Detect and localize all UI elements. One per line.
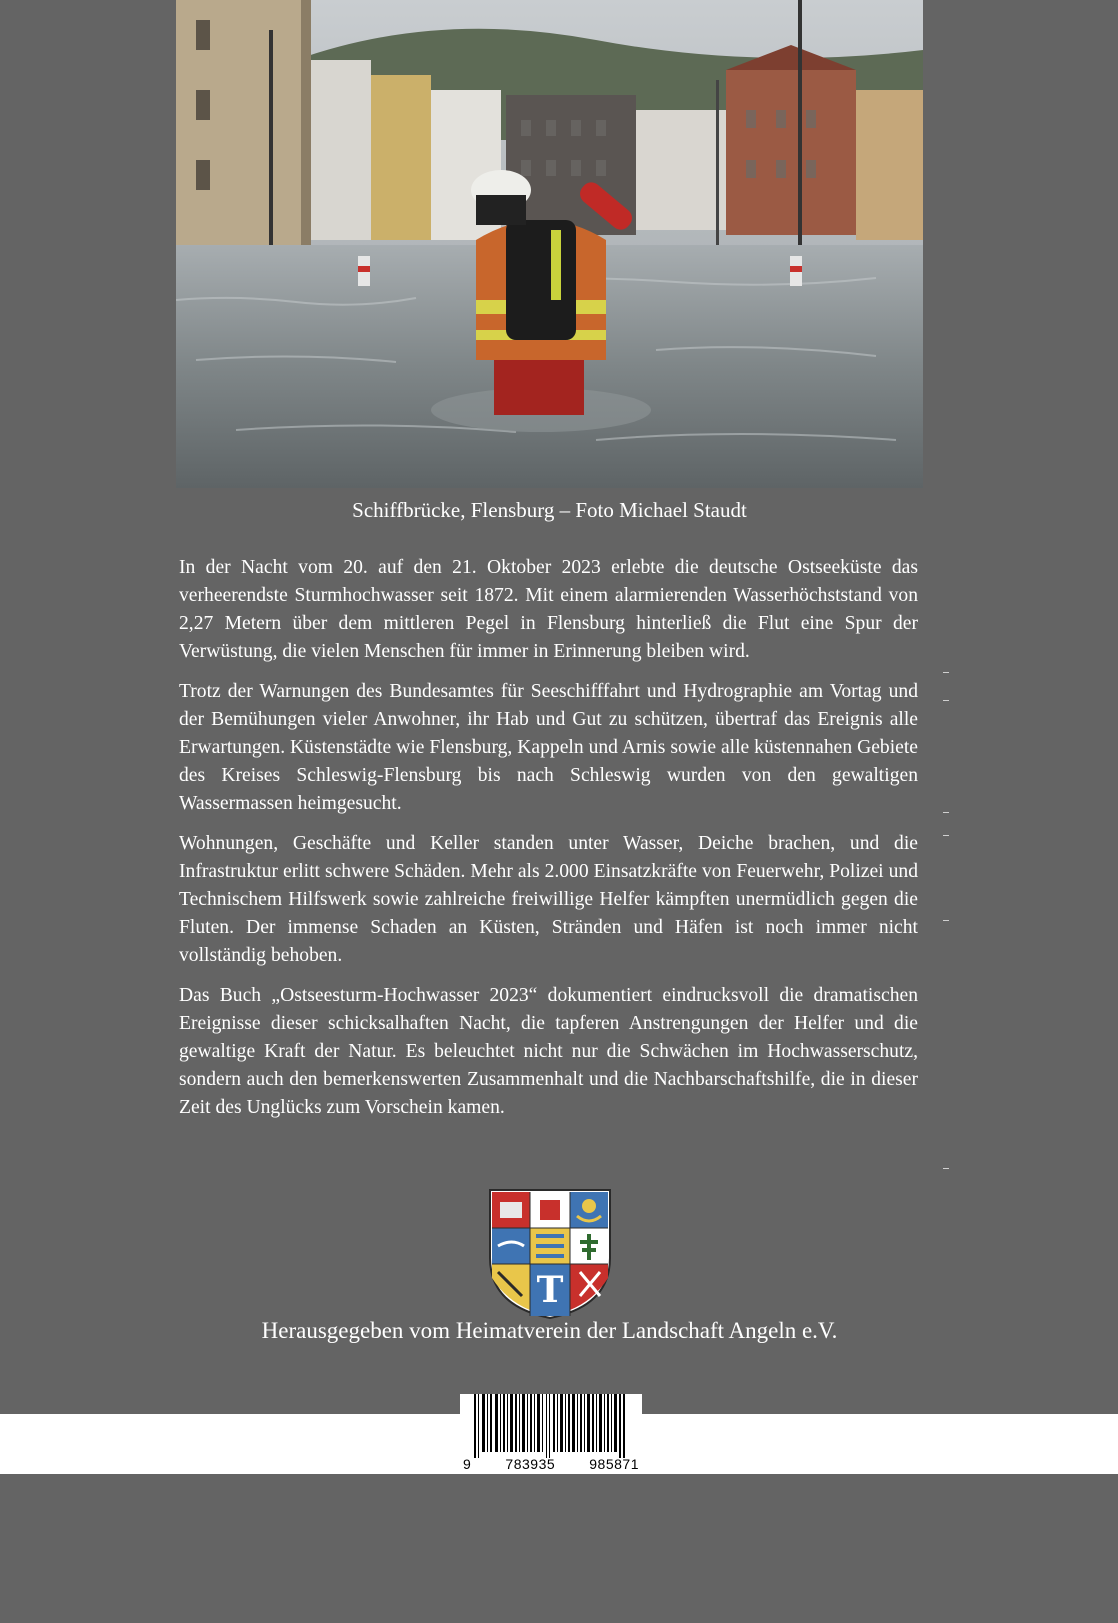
crest-letter: T bbox=[536, 1269, 564, 1311]
isbn-number bbox=[463, 1456, 639, 1472]
margin-mark bbox=[943, 700, 949, 701]
photo-caption: Schiffbrücke, Flensburg – Foto Michael Staudt bbox=[352, 498, 747, 522]
barcode-bars bbox=[460, 1394, 642, 1458]
margin-mark bbox=[943, 812, 949, 813]
blurb-paragraph: Das Buch „Ostseesturm-Hochwasser 2023“ dokumentiert eindrucksvoll die dramatischen Ereignisse dieser schicksalhaften Nacht, die tapferen Anstrengungen der Helfer und die gewaltige Kraft der Natur. Es beleuchtet nicht nur die Schwächen im Hochwasserschutz, sondern auch den bemerkenswerten Zusammenhalt und die Nachbarschaftshilfe, die in dieser Zeit des Unglücks zum Vorschein kamen. bbox=[179, 985, 918, 1118]
back-cover-blurb bbox=[179, 554, 918, 1134]
cover-photo bbox=[176, 0, 923, 488]
isbn-group-2: 985871 bbox=[589, 1456, 639, 1472]
blurb-paragraph: Trotz der Warnungen des Bundesamtes für Seeschifffahrt und Hydrographie am Vortag und der Bemühungen vieler Anwohner, ihr Hab und Gut zu schützen, übertraf das Ereignis alle Erwartungen. Küstenstädte wie Flensburg, Kappeln und Arnis sowie alle küstennahen Gebiete des Kreises Schleswig-Flensburg bis nach Schleswig wurden von den gewaltigen Wassermassen heimgesucht. bbox=[179, 681, 918, 814]
blurb-paragraph: Wohnungen, Geschäfte und Keller standen unter Wasser, Deiche brachen, und die Infrastruktur erlitt schwere Schäden. Mehr als 2.000 Einsatzkräfte von Feuerwehr, Polizei und Technischem Hilfswerk sowie zahlreiche freiwillige Helfer kämpften unermüdlich gegen die Fluten. Der immense Schaden an Küsten, Stränden und Häfen ist noch immer nicht vollständig behoben. bbox=[179, 833, 918, 966]
isbn-group-1: 783935 bbox=[505, 1456, 556, 1472]
margin-mark bbox=[943, 1168, 949, 1169]
flood-scene-image bbox=[176, 0, 923, 488]
margin-mark bbox=[943, 835, 949, 836]
coat-of-arms-icon bbox=[488, 1188, 612, 1320]
blurb-paragraph: In der Nacht vom 20. auf den 21. Oktober 2023 erlebte die deutsche Ostseeküste das verheerendste Sturmhochwasser seit 1872. Mit einem alarmierenden Wasserhöchststand von 2,27 Metern über dem mittleren Pegel in Flensburg hinterließ die Flut eine Spur der Verwüstung, die vielen Menschen für immer in Erinnerung bleiben wird. bbox=[179, 557, 918, 662]
margin-mark bbox=[943, 920, 949, 921]
publisher-line: Herausgegeben vom Heimatverein der Landschaft Angeln e.V. bbox=[261, 1318, 838, 1343]
isbn-prefix: 9 bbox=[463, 1456, 472, 1472]
margin-mark bbox=[943, 672, 949, 673]
